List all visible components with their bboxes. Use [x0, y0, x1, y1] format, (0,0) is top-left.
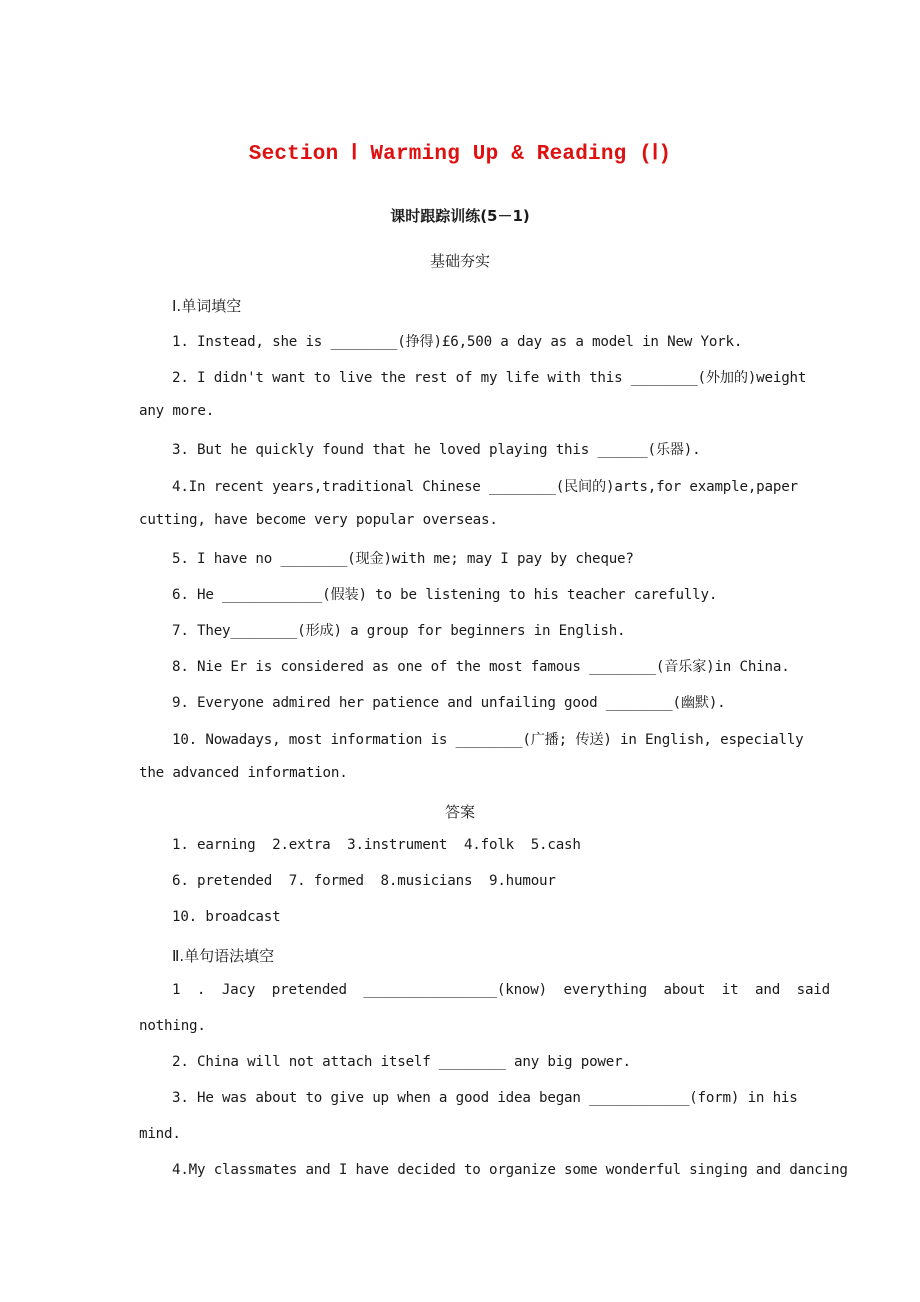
question-line: 1 . Jacy pretended ________________(know) everything about it and said [172, 982, 830, 998]
answers-heading: 答案 [444, 803, 475, 821]
question-line: 10. Nowadays, most information is ________(广播; 传送) in English, especially [172, 732, 804, 748]
answer-line: 1. earning 2.extra 3.instrument 4.folk 5.cash [172, 837, 581, 853]
question-line: 1. Instead, she is ________(挣得)£6,500 a day as a model in New York. [172, 334, 743, 350]
page-title: Section Ⅰ Warming Up & Reading (Ⅰ) [248, 143, 672, 166]
page-subtitle: 课时跟踪训练(5－1) [390, 207, 530, 225]
question-line: 3. He was about to give up when a good idea began ____________(form) in his [172, 1090, 798, 1106]
question-line: 5. I have no ________(现金)with me; may I pay by cheque? [172, 551, 634, 567]
question-line: the advanced information. [139, 765, 348, 781]
question-line: 6. He ____________(假装) to be listening to his teacher carefully. [172, 587, 718, 603]
question-line: 4.My classmates and I have decided to organize some wonderful singing and dancing [172, 1162, 848, 1178]
question-line: 4.In recent years,traditional Chinese ________(民间的)arts,for example,paper [172, 479, 798, 495]
question-line: 7. They________(形成) a group for beginners in English. [172, 623, 626, 639]
question-line: any more. [139, 403, 215, 419]
part2-heading: Ⅱ.单句语法填空 [172, 947, 275, 965]
question-line: nothing. [139, 1018, 206, 1034]
question-line: 2. I didn't want to live the rest of my life with this ________(外加的)weight [172, 370, 807, 386]
answer-line: 10. broadcast [172, 909, 281, 925]
question-line: mind. [139, 1126, 181, 1142]
question-line: 8. Nie Er is considered as one of the most famous ________(音乐家)in China. [172, 659, 790, 675]
question-line: 2. China will not attach itself ________ any big power. [172, 1054, 631, 1070]
part1-heading: Ⅰ.单词填空 [172, 297, 242, 315]
question-line: cutting, have become very popular overseas. [139, 512, 498, 528]
question-line: 9. Everyone admired her patience and unfailing good ________(幽默). [172, 695, 726, 711]
section-label: 基础夯实 [429, 252, 490, 270]
answer-line: 6. pretended 7. formed 8.musicians 9.humour [172, 873, 556, 889]
question-line: 3. But he quickly found that he loved playing this ______(乐器). [172, 442, 701, 458]
